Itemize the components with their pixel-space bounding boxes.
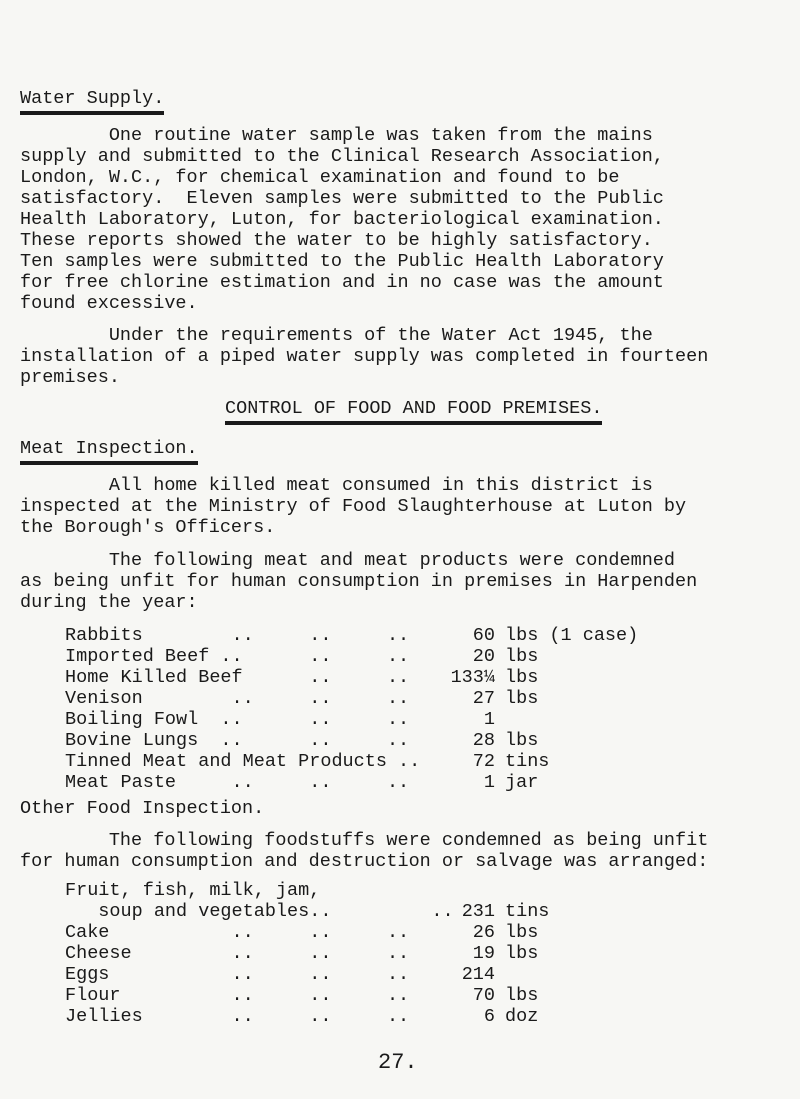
heading-underline [225,421,602,425]
paragraph-line: premises. [20,367,120,388]
item-unit: lbs [505,730,539,751]
item-label: Boiling Fowl .. .. .. [65,709,410,730]
item-unit: lbs [505,667,539,688]
meat-inspection-paragraph-1 [20,475,790,538]
item-label: Meat Paste .. .. .. [65,772,410,793]
item-label: Flour .. .. .. [65,985,410,1006]
item-unit: jar [505,772,539,793]
paragraph-line: The following meat and meat products were condemned [20,550,676,571]
paragraph-line: All home killed meat consumed in this district is [20,475,653,496]
item-quantity: 6 [483,1006,495,1027]
water-supply-paragraph-2 [20,325,790,388]
paragraph-line: The following foodstuffs were condemned as being unfit [20,830,709,851]
paragraph-line: inspected at the Ministry of Food Slaughterhouse at Luton by [20,496,687,517]
page-number: 27. [378,1050,418,1075]
item-label: Bovine Lungs .. .. .. [65,730,410,751]
heading-underline [20,461,198,465]
item-label: Rabbits .. .. .. [65,625,410,646]
paragraph-line: found excessive. [20,293,198,314]
item-quantity: 133¼ [450,667,495,688]
paragraph-line: during the year: [20,592,198,613]
item-label: Eggs .. .. .. [65,964,410,985]
paragraph-line: satisfactory. Eleven samples were submitted to the Public [20,188,664,209]
other-food-heading-text: Other Food Inspection. [20,798,265,819]
item-quantity: 1 [483,709,495,730]
item-quantity: 70 [472,985,495,1006]
other-food-paragraph-1 [20,830,790,872]
item-label: Cheese .. .. .. [65,943,410,964]
paragraph-line: for human consumption and destruction or salvage was arranged: [20,851,709,872]
item-quantity: 60 [472,625,495,646]
paragraph-line: for free chlorine estimation and in no case was the amount [20,272,664,293]
item-unit: doz [505,1006,539,1027]
item-unit: lbs [505,943,539,964]
item-label: Home Killed Beef .. .. [65,667,410,688]
item-label: Cake .. .. .. [65,922,410,943]
item-quantity: 1 [483,772,495,793]
heading-underline [20,111,164,115]
item-label: Venison .. .. .. [65,688,410,709]
paragraph-line: Health Laboratory, Luton, for bacteriological examination. [20,209,664,230]
item-unit: lbs [505,985,539,1006]
item-quantity: 19 [472,943,495,964]
item-quantity: 26 [472,922,495,943]
item-unit: lbs (1 case) [505,625,639,646]
item-label: soup and vegetables.. .. [65,901,454,922]
paragraph-line: as being unfit for human consumption in premises in Harpenden [20,571,698,592]
paragraph-line: the Borough's Officers. [20,517,276,538]
paragraph-line: London, W.C., for chemical examination and found to be [20,167,620,188]
item-quantity: 72 [472,751,495,772]
item-quantity: 20 [472,646,495,667]
meat-inspection-heading-text: Meat Inspection. [20,438,198,459]
control-of-food-heading-text: CONTROL OF FOOD AND FOOD PREMISES. [225,398,603,419]
item-quantity: 214 [461,964,495,985]
item-unit: lbs [505,922,539,943]
item-unit: lbs [505,688,539,709]
meat-inspection-heading [20,438,198,465]
paragraph-line: These reports showed the water to be highly satisfactory. [20,230,653,251]
water-supply-heading [20,88,164,115]
paragraph-line: Under the requirements of the Water Act 1945, the [20,325,653,346]
paragraph-line: supply and submitted to the Clinical Research Association, [20,146,664,167]
item-quantity: 27 [472,688,495,709]
item-label: Jellies .. .. .. [65,1006,410,1027]
item-quantity: 28 [472,730,495,751]
item-label: Imported Beef .. .. .. [65,646,410,667]
control-of-food-heading [225,398,602,425]
item-quantity: 231 [461,901,495,922]
water-supply-heading-text: Water Supply. [20,88,165,109]
item-unit: tins [505,751,550,772]
paragraph-line: One routine water sample was taken from the mains [20,125,653,146]
water-supply-paragraph-1 [20,125,790,314]
item-unit: tins [505,901,550,922]
item-label: Fruit, fish, milk, jam, [65,880,321,901]
item-label: Tinned Meat and Meat Products .. [65,751,421,772]
paragraph-line: installation of a piped water supply was completed in fourteen [20,346,709,367]
item-unit: lbs [505,646,539,667]
other-food-heading [20,798,264,819]
paragraph-line: Ten samples were submitted to the Public Health Laboratory [20,251,664,272]
meat-inspection-paragraph-2 [20,550,790,613]
